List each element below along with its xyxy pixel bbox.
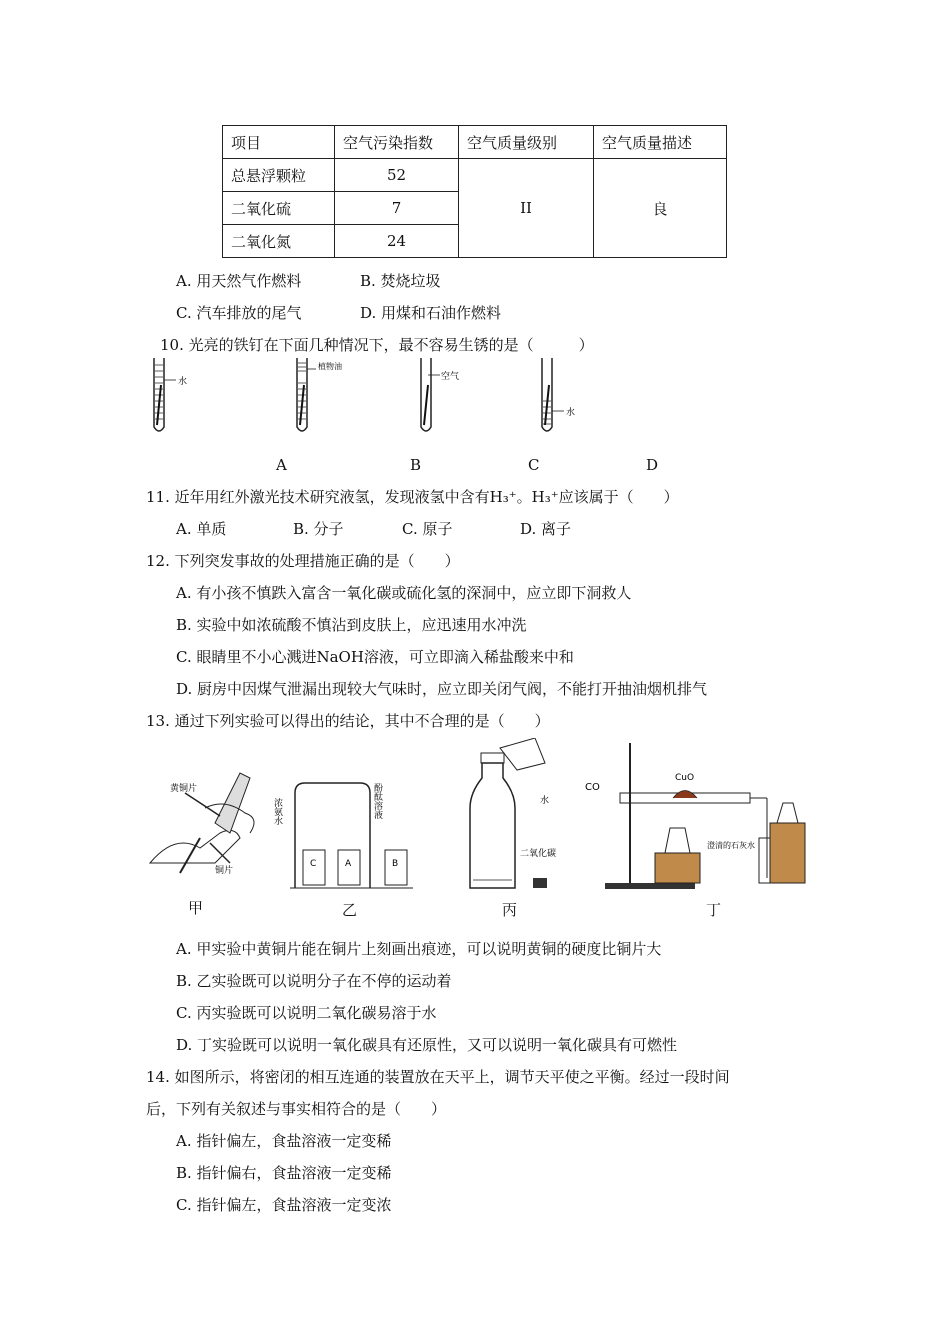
- table-header-row: [223, 126, 727, 159]
- test-tube-c: [421, 358, 459, 431]
- q13-experiment-figure: [145, 738, 810, 898]
- phenol-label: 酚酞溶液: [372, 783, 382, 819]
- q9-option-b: B. 焚烧垃圾: [360, 272, 441, 290]
- fig-label-yi: 乙: [342, 901, 358, 919]
- q14-option-b: B. 指针偏右，食盐溶液一定变稀: [176, 1164, 392, 1182]
- q10-letter-a: A: [276, 456, 287, 474]
- q13-stem: 13. 通过下列实验可以得出的结论，其中不合理的是（ ）: [146, 712, 550, 730]
- test-tube-a: [154, 358, 187, 431]
- test-tube-b: [297, 358, 342, 431]
- table-cell-index: 7: [335, 192, 459, 225]
- q14-option-c: C. 指针偏左，食盐溶液一定变浓: [176, 1196, 392, 1214]
- q13-option-c: C. 丙实验既可以说明二氧化碳易溶于水: [176, 1004, 437, 1022]
- beaker-c-label: C: [310, 859, 317, 869]
- beaker-b-label: B: [392, 859, 399, 869]
- fig-label-bing: 丙: [502, 901, 518, 919]
- table-cell-index: 52: [335, 159, 459, 192]
- tube-d-label: 水: [566, 408, 576, 418]
- table-row: [223, 159, 727, 192]
- copper-label: 铜片: [215, 866, 234, 876]
- q11-option-a: A. 单质: [176, 520, 227, 538]
- tube-b-label: 植物油: [318, 362, 342, 371]
- q13-option-a: A. 甲实验中黄铜片能在铜片上刻画出痕迹，可以说明黄铜的硬度比铜片大: [176, 940, 662, 958]
- experiment-bing: [470, 738, 556, 888]
- q14-stem-line2: 后，下列有关叙述与事实相符合的是（ ）: [146, 1100, 447, 1118]
- q10-letter-d: D: [646, 456, 659, 474]
- q12-option-b: B. 实验中如浓硫酸不慎沾到皮肤上，应迅速用水冲洗: [176, 616, 527, 634]
- fig-label-jia: 甲: [188, 899, 204, 917]
- beaker-a-label: A: [345, 859, 352, 869]
- limewater-label: 澄清的石灰水: [707, 841, 755, 850]
- cuo-label: CuO: [675, 773, 695, 783]
- air-quality-table: [222, 125, 727, 258]
- test-tube-d: [542, 358, 575, 431]
- water-label: 水: [540, 796, 550, 806]
- q12-option-c: C. 眼睛里不小心溅进NaOH溶液，可立即滴入稀盐酸来中和: [176, 648, 574, 666]
- table-header-cell: 空气质量级别: [459, 126, 594, 159]
- fig-label-ding: 丁: [706, 901, 722, 919]
- co-label: CO: [585, 782, 600, 793]
- q10-stem: 10. 光亮的铁钉在下面几种情况下，最不容易生锈的是（ ）: [160, 336, 594, 354]
- q10-letter-c: C: [528, 456, 540, 474]
- table-cell-index: 24: [335, 225, 459, 258]
- experiment-yi: [272, 782, 413, 888]
- brass-label: 黄铜片: [170, 784, 198, 794]
- experiment-ding: [585, 743, 805, 889]
- q14-option-a: A. 指针偏左，食盐溶液一定变稀: [176, 1132, 392, 1150]
- q9-option-c: C. 汽车排放的尾气: [176, 304, 302, 322]
- table-cell-item: 二氧化氮: [223, 225, 335, 258]
- q11-option-c: C. 原子: [402, 520, 453, 538]
- q12-option-a: A. 有小孩不慎跌入富含一氧化碳或硫化氢的深洞中，应立即下洞救人: [176, 584, 632, 602]
- table-header-cell: 空气质量描述: [594, 126, 727, 159]
- co2-label: 二氧化碳: [520, 849, 557, 859]
- q14-stem-line1: 14. 如图所示，将密闭的相互连通的装置放在天平上，调节天平使之平衡。经过一段时间: [146, 1068, 730, 1086]
- table-cell-desc: 良: [594, 159, 727, 258]
- table-header-cell: 项目: [223, 126, 335, 159]
- experiment-jia: [150, 773, 254, 876]
- q12-option-d: D. 厨房中因煤气泄漏出现较大气味时，应立即关闭气阀，不能打开抽油烟机排气: [176, 680, 708, 698]
- q12-stem: 12. 下列突发事故的处理措施正确的是（ ）: [146, 552, 460, 570]
- table-cell-item: 二氧化硫: [223, 192, 335, 225]
- table-cell-item: 总悬浮颗粒: [223, 159, 335, 192]
- tube-c-label: 空气: [441, 372, 460, 382]
- q13-option-d: D. 丁实验既可以说明一氧化碳具有还原性，又可以说明一氧化碳具有可燃性: [176, 1036, 678, 1054]
- q11-option-d: D. 离子: [520, 520, 572, 538]
- table-header-cell: 空气污染指数: [335, 126, 459, 159]
- tube-a-label: 水: [178, 377, 188, 387]
- q9-option-a: A. 用天然气作燃料: [176, 272, 302, 290]
- q13-option-b: B. 乙实验既可以说明分子在不停的运动着: [176, 972, 452, 990]
- q9-option-d: D. 用煤和石油作燃料: [360, 304, 502, 322]
- ammonia-label: 浓氨水: [272, 798, 282, 825]
- q10-test-tubes-figure: [140, 355, 620, 445]
- q11-option-b: B. 分子: [293, 520, 344, 538]
- q10-letter-b: B: [410, 456, 422, 474]
- table-cell-level: II: [459, 159, 594, 258]
- q11-stem: 11. 近年用红外激光技术研究液氢，发现液氢中含有H₃⁺。H₃⁺应该属于（ ）: [146, 488, 679, 506]
